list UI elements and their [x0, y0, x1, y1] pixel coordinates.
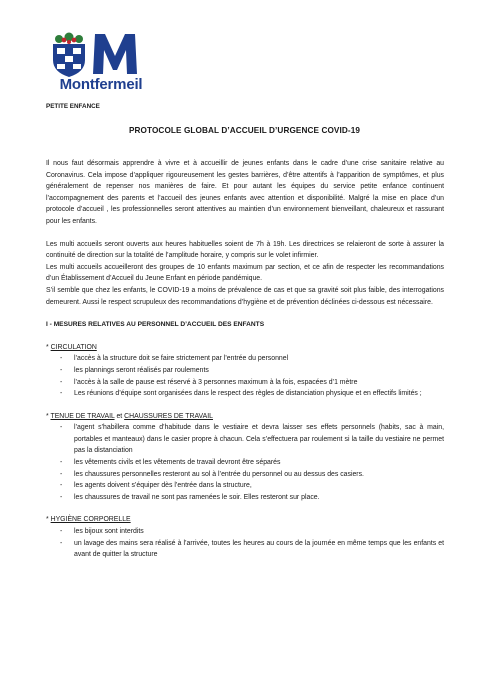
list-item: - les vêtements civils et les vêtements de travail devront être séparés	[74, 457, 444, 469]
tenue-list	[46, 422, 444, 503]
subsection-circulation-label: * CIRCULATION	[46, 343, 97, 351]
hygiene-list	[46, 526, 444, 561]
paragraph-groups: Les multi accueils accueilleront des groupes de 10 enfants maximum par section, et ce afin de respecter les recommandations d’un Établissement d’Accueil du Jeune Enfant en période pandémique.	[46, 263, 444, 283]
subsection-hygiene-label: * HYGIÈNE CORPORELLE	[46, 516, 131, 524]
list-item: - l’accès à la salle de pause est réservé à 3 personnes maximum à la fois, espacées d’1 mètre	[74, 377, 444, 389]
list-item: - les plannings seront réalisés par roulements	[74, 365, 444, 377]
paragraph-prevention: S’il semble que chez les enfants, le COVID-19 a moins de prévalence de cas et que sa gravité soit plus faible, des interrogations demeurent. Aussi le respect scrupuleux des recommandations d’hygiène et de prévention déclinées ci-dessous est nécessaire.	[46, 286, 444, 306]
section-heading: I - MESURES RELATIVES AU PERSONNEL D’ACCUEIL DES ENFANTS	[46, 321, 265, 329]
circulation-list	[46, 353, 444, 399]
list-item: - un lavage des mains sera réalisé à l’arrivée, toutes les heures au cours de la journée en même temps que les enfants et avant de quitter la structure	[74, 538, 444, 561]
logo-emblem-icon	[45, 30, 157, 80]
list-item: - les agents doivent s’équiper dès l’entrée dans la structure,	[74, 480, 444, 492]
list-item: - les chaussures de travail ne sont pas ramenées le soir. Elles resteront sur place.	[74, 492, 444, 504]
list-item: - Les réunions d’équipe sont organisées dans le respect des règles de distanciation physique et en effectifs limités ;	[74, 388, 444, 400]
list-item: - les chaussures personnelles resteront au sol à l’entrée du personnel ou au dessus des casiers.	[74, 469, 444, 481]
subsection-tenue-label: * TENUE DE TRAVAIL et CHAUSSURES DE TRAVAIL	[46, 412, 213, 420]
paragraph-intro: Il nous faut désormais apprendre à vivre et à accueillir de jeunes enfants dans le cadre d’une crise sanitaire relative au Coronavirus. Cela impose d’appliquer rigoureusement les gestes barrières, d’être attentifs à l’apparition de symptômes, et plus généralement de repenser nos manières de faire. Et pour autant les équipes du service petite enfance continuent l’accompagnement des parents et l’accueil des jeunes enfants avec attention et disponibilité. Malgré la mise en place d’un protocole d’accueil , les professionnelles seront attentives au maintien d’un environnement bienveillant, chaleureux et rassurant pour les enfants.	[46, 160, 444, 225]
list-item: - l’agent s’habillera comme d’habitude dans le vestiaire et devra laisser ses effets personnels (habits, sac à main, portables et manteaux) dans le casier propre à chacun. Cela s’effectuera par roulement si la taille du vestiaire ne permet pas la distanciation	[74, 422, 444, 457]
paragraph-hours: Les multi accueils seront ouverts aux heures habituelles soient de 7h à 19h. Les directrices se relaieront de sorte à assurer la continuité de direction sur la totalité de l’amplitude horaire, y compris sur le volet infirmier.	[46, 240, 444, 260]
list-item: - l’accès à la structure doit se faire strictement par l’entrée du personnel	[74, 353, 444, 365]
list-item: - les bijoux sont interdits	[74, 526, 444, 538]
logo-wordmark: Montfermeil	[59, 76, 143, 93]
section-tag: PETITE ENFANCE	[46, 103, 100, 110]
montfermeil-logo	[45, 30, 157, 98]
document-body	[46, 158, 444, 561]
document-title: PROTOCOLE GLOBAL D’ACCUEIL D’URGENCE COVID-19	[128, 126, 361, 135]
